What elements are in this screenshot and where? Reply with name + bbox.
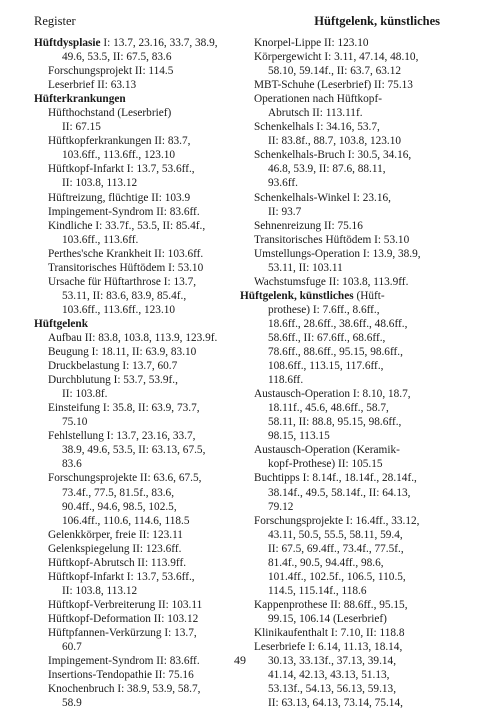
index-entry-text: Sehnenreizung II: 75.16 — [254, 219, 363, 232]
index-entry-line — [240, 401, 446, 415]
index-entry-line — [34, 50, 240, 64]
index-entry-text: Buchtipps I: 8.14f., 18.14f., 28.14f., — [254, 472, 417, 485]
index-entry-text: 58.10, 59.14f., II: 63.7, 63.12 — [268, 65, 402, 78]
index-entry-line — [34, 148, 240, 162]
index-entry-line — [240, 640, 446, 654]
index-entry-text: 58.11, II: 88.8, 95.15, 98.6ff., — [268, 416, 402, 429]
index-entry-line — [240, 443, 446, 457]
index-heading: Hüfterkrankungen — [34, 93, 126, 106]
index-entry-text: 60.7 — [62, 641, 82, 654]
index-column-right — [240, 36, 446, 710]
index-entry-line — [240, 387, 446, 401]
index-entry-text: II: 83.8f., 88.7, 103.8, 123.10 — [268, 135, 402, 148]
index-entry-text: 98.15, 113.15 — [268, 430, 330, 443]
running-header-right: Hüftgelenk, künstliches — [314, 14, 440, 28]
index-entry-text: I: 13.7, 23.16, 33.7, 38.9, — [100, 37, 218, 49]
index-entry-line — [34, 134, 240, 148]
index-entry-text: (Hüft- — [353, 289, 385, 302]
index-entry-text: Schenkelhals-Winkel I: 23.16, — [254, 191, 391, 204]
index-entry-text: 78.6ff., 88.6ff., 95.15, 98.6ff., — [268, 346, 403, 359]
index-entry-line — [240, 486, 446, 500]
index-entry-text: II: 67.5, 69.4ff., 73.4f., 77.5f., — [268, 542, 404, 555]
index-entry-line — [240, 106, 446, 120]
index-entry-text: 53.11, II: 103.11 — [268, 261, 343, 274]
index-entry-line — [240, 373, 446, 387]
index-entry-line — [240, 556, 446, 570]
index-entry-text: Transitorisches Hüftödem I: 53.10 — [254, 233, 410, 246]
index-entry-text: Einsteifung I: 35.8, II: 63.9, 73.7, — [48, 402, 200, 415]
index-entry-text: 114.5, 115.14f., 118.6 — [268, 584, 367, 597]
index-entry-line — [34, 303, 240, 317]
index-entry-line — [34, 120, 240, 134]
index-entry-line — [34, 668, 240, 682]
index-entry-line — [240, 682, 446, 696]
index-entry-line — [34, 289, 240, 303]
index-entry-text: Leserbrief II: 63.13 — [48, 79, 137, 92]
index-entry-line — [240, 471, 446, 485]
index-heading-line — [240, 289, 446, 303]
index-entry-text: Hüftreizung, flüchtige II: 103.9 — [48, 191, 191, 204]
index-entry-line — [240, 303, 446, 317]
index-entry-text: 41.14, 42.13, 43.13, 51.13, — [268, 669, 390, 682]
index-entry-text: 73.4f., 77.5, 81.5f., 83.6, — [62, 486, 175, 499]
index-entry-text: Austausch-Operation (Keramik- — [254, 444, 400, 457]
index-entry-line — [34, 626, 240, 640]
index-entry-line — [34, 331, 240, 345]
index-entry-text: Gelenkspiegelung II: 123.6ff. — [48, 542, 182, 555]
index-entry-text: Druckbelastung I: 13.7, 60.7 — [48, 360, 178, 373]
index-entry-text: Wachstumsfuge II: 103.8, 113.9ff. — [254, 275, 409, 288]
index-entry-line — [240, 120, 446, 134]
index-entry-text: Operationen nach Hüftkopf- — [254, 93, 382, 106]
index-entry-line — [34, 401, 240, 415]
index-entry-text: Kappenprothese II: 88.6ff., 95.15, — [254, 598, 408, 611]
index-entry-line — [240, 78, 446, 92]
index-heading-line — [34, 317, 240, 331]
index-entry-line — [240, 415, 446, 429]
index-entry-line — [240, 275, 446, 289]
index-heading: Hüftgelenk, künstliches — [240, 289, 354, 302]
index-entry-text: Schenkelhals I: 34.16, 53.7, — [254, 121, 380, 134]
index-heading-line — [34, 36, 240, 50]
index-entry-text: 103.6ff., 113.6ff., 123.10 — [62, 149, 176, 162]
index-entry-text: Abrutsch II: 113.11f. — [268, 107, 363, 120]
index-entry-line — [240, 528, 446, 542]
index-entry-text: 93.6ff. — [268, 177, 298, 190]
index-entry-line — [34, 556, 240, 570]
index-entry-line — [34, 205, 240, 219]
index-entry-text: MBT-Schuhe (Leserbrief) II: 75.13 — [254, 79, 413, 92]
index-entry-text: Hüftkopf-Infarkt I: 13.7, 53.6ff., — [48, 570, 195, 583]
index-entry-line — [34, 415, 240, 429]
index-entry-text: Transitorisches Hüftödem I: 53.10 — [48, 261, 204, 274]
index-entry-text: Hüftkopferkrankungen II: 83.7, — [48, 135, 191, 148]
index-entry-text: Umstellungs-Operation I: 13.9, 38.9, — [254, 247, 421, 260]
index-entry-text: Hüfthochstand (Leserbrief) — [48, 107, 172, 120]
index-entry-line — [34, 275, 240, 289]
index-entry-text: Knochenbruch I: 38.9, 53.9, 58.7, — [48, 683, 201, 696]
index-entry-text: II: 103.8, 113.12 — [62, 584, 138, 597]
index-entry-text: 46.8, 53.9, II: 87.6, 88.11, — [268, 163, 386, 176]
index-entry-text: 103.6ff., 113.6ff., 123.10 — [62, 303, 176, 316]
index-entry-line — [34, 612, 240, 626]
index-entry-line — [34, 682, 240, 696]
index-entry-text: 43.11, 50.5, 55.5, 58.11, 59.4, — [268, 528, 403, 541]
index-entry-text: Klinikaufenthalt I: 7.10, II: 118.8 — [254, 626, 405, 639]
index-entry-line — [240, 612, 446, 626]
index-entry-line — [34, 106, 240, 120]
index-entry-line — [240, 219, 446, 233]
index-entry-text: II: 103.8f. — [62, 388, 108, 401]
index-entry-text: 53.11, II: 83.6, 83.9, 85.4f., — [62, 289, 187, 302]
index-entry-text: Forschungsprojekt II: 114.5 — [48, 65, 174, 78]
index-entry-line — [240, 64, 446, 78]
index-entry-text: prothese) I: 7.6ff., 8.6ff., — [268, 303, 380, 316]
index-entry-text: Durchblutung I: 53.7, 53.9f., — [48, 374, 178, 387]
index-entry-text: 53.13f., 54.13, 56.13, 59.13, — [268, 683, 397, 696]
index-entry-text: 38.9, 49.6, 53.5, II: 63.13, 67.5, — [62, 444, 206, 457]
index-entry-line — [34, 64, 240, 78]
index-entry-line — [240, 92, 446, 106]
index-entry-line — [240, 668, 446, 682]
index-entry-text: Knorpel-Lippe II: 123.10 — [254, 37, 369, 49]
index-entry-line — [34, 176, 240, 190]
index-entry-line — [240, 50, 446, 64]
index-entry-text: Impingement-Syndrom II: 83.6ff. — [48, 655, 200, 668]
index-entry-line — [34, 584, 240, 598]
index-entry-line — [34, 373, 240, 387]
index-entry-line — [34, 443, 240, 457]
index-entry-text: II: 67.15 — [62, 121, 101, 134]
index-entry-line — [240, 247, 446, 261]
index-entry-text: 49.6, 53.5, II: 67.5, 83.6 — [62, 51, 172, 64]
index-entry-text: 101.4ff., 102.5f., 106.5, 110.5, — [268, 570, 406, 583]
index-entry-line — [34, 542, 240, 556]
index-entry-line — [240, 261, 446, 275]
index-entry-text: Kindliche I: 33.7f., 53.5, II: 85.4f., — [48, 219, 206, 232]
page-number: 49 — [234, 653, 246, 667]
index-entry-text: Leserbriefe I: 6.14, 11.13, 18.14, — [254, 641, 403, 654]
index-entry-text: 75.10 — [62, 416, 88, 429]
index-entry-text: 99.15, 106.14 (Leserbrief) — [268, 612, 387, 625]
index-entry-text: 81.4f., 90.5, 94.4ff., 98.6, — [268, 556, 384, 569]
index-entry-line — [240, 345, 446, 359]
index-entry-text: Körpergewicht I: 3.11, 47.14, 48.10, — [254, 51, 419, 64]
index-entry-line — [240, 584, 446, 598]
index-entry-line — [240, 148, 446, 162]
index-entry-text: 58.9 — [62, 697, 82, 710]
index-entry-line — [34, 429, 240, 443]
index-entry-line — [240, 514, 446, 528]
index-entry-text: 58.6ff., II: 67.6ff., 68.6ff., — [268, 331, 386, 344]
index-entry-text: Forschungsprojekte II: 63.6, 67.5, — [48, 472, 202, 485]
index-entry-text: Hüftkopf-Abrutsch II: 113.9ff. — [48, 556, 187, 569]
index-entry-line — [240, 134, 446, 148]
index-entry-line — [34, 387, 240, 401]
index-entry-text: 30.13, 33.13f., 37.13, 39.14, — [268, 655, 397, 668]
index-entry-text: Hüftpfannen-Verkürzung I: 13.7, — [48, 626, 197, 639]
index-entry-line — [34, 261, 240, 275]
index-entry-text: II: 103.8, 113.12 — [62, 177, 138, 190]
index-entry-text: Austausch-Operation I: 8.10, 18.7, — [254, 388, 411, 401]
index-entry-line — [34, 191, 240, 205]
index-entry-line — [34, 696, 240, 710]
index-entry-line — [240, 36, 446, 50]
index-entry-line — [34, 78, 240, 92]
index-entry-line — [34, 345, 240, 359]
index-entry-line — [34, 528, 240, 542]
index-entry-text: II: 63.13, 64.13, 73.14, 75.14, — [268, 697, 403, 710]
index-entry-text: Aufbau II: 83.8, 103.8, 113.9, 123.9f. — [48, 331, 218, 344]
index-entry-line — [34, 598, 240, 612]
index-entry-line — [34, 162, 240, 176]
index-entry-line — [34, 471, 240, 485]
index-entry-text: 118.6ff. — [268, 374, 304, 387]
index-entry-text: 106.4ff., 110.6, 114.6, 118.5 — [62, 514, 190, 527]
index-column-left — [34, 36, 240, 710]
index-entry-line — [240, 542, 446, 556]
running-header-left: Register — [34, 14, 76, 28]
index-entry-line — [34, 359, 240, 373]
index-entry-text: Fehlstellung I: 13.7, 23.16, 33.7, — [48, 430, 196, 443]
index-entry-text: kopf-Prothese) II: 105.15 — [268, 458, 383, 471]
index-entry-text: 108.6ff., 113.15, 117.6ff., — [268, 360, 384, 373]
index-entry-line — [240, 205, 446, 219]
index-entry-line — [240, 500, 446, 514]
index-entry-line — [240, 570, 446, 584]
index-entry-text: Beugung I: 18.11, II: 63.9, 83.10 — [48, 346, 197, 359]
index-entry-line — [34, 233, 240, 247]
index-entry-text: Hüftkopf-Verbreiterung II: 103.11 — [48, 598, 203, 611]
index-entry-text: Ursache für Hüftarthrose I: 13.7, — [48, 275, 197, 288]
index-entry-line — [34, 247, 240, 261]
index-entry-line — [240, 598, 446, 612]
index-entry-line — [240, 429, 446, 443]
index-entry-line — [240, 191, 446, 205]
index-entry-line — [34, 640, 240, 654]
index-entry-text: 103.6ff., 113.6ff. — [62, 233, 139, 246]
index-entry-line — [34, 514, 240, 528]
index-heading: Hüftdysplasie — [34, 37, 101, 49]
index-entry-text: 79.12 — [268, 500, 294, 513]
index-entry-text: Gelenkkörper, freie II: 123.11 — [48, 528, 183, 541]
index-entry-text: 18.6ff., 28.6ff., 38.6ff., 48.6ff., — [268, 317, 408, 330]
index-entry-line — [240, 359, 446, 373]
index-entry-line — [240, 233, 446, 247]
index-entry-line — [240, 176, 446, 190]
index-entry-line — [240, 626, 446, 640]
index-heading-line — [34, 92, 240, 106]
index-entry-text: Hüftkopf-Infarkt I: 13.7, 53.6ff., — [48, 163, 195, 176]
index-entry-text: Insertions-Tendopathie II: 75.16 — [48, 669, 194, 682]
index-entry-line — [240, 696, 446, 710]
index-entry-line — [240, 457, 446, 471]
index-entry-text: Impingement-Syndrom II: 83.6ff. — [48, 205, 200, 218]
index-entry-text: 18.11f., 45.6, 48.6ff., 58.7, — [268, 402, 389, 415]
index-entry-line — [34, 570, 240, 584]
index-entry-text: Perthes'sche Krankheit II: 103.6ff. — [48, 247, 204, 260]
index-entry-line — [240, 331, 446, 345]
index-entry-text: 38.14f., 49.5, 58.14f., II: 64.13, — [268, 486, 411, 499]
index-entry-text: 83.6 — [62, 458, 82, 471]
index-entry-text: 90.4ff., 94.6, 98.5, 102.5, — [62, 500, 177, 513]
index-heading: Hüftgelenk — [34, 317, 88, 330]
index-entry-line — [240, 317, 446, 331]
index-entry-line — [34, 457, 240, 471]
index-entry-line — [34, 219, 240, 233]
index-entry-text: II: 93.7 — [268, 205, 302, 218]
index-entry-text: Forschungsprojekte I: 16.4ff., 33.12, — [254, 514, 420, 527]
index-entry-line — [34, 500, 240, 514]
index-entry-text: Hüftkopf-Deformation II: 103.12 — [48, 612, 199, 625]
index-entry-line — [240, 162, 446, 176]
index-entry-text: Schenkelhals-Bruch I: 30.5, 34.16, — [254, 149, 412, 162]
index-entry-line — [34, 486, 240, 500]
